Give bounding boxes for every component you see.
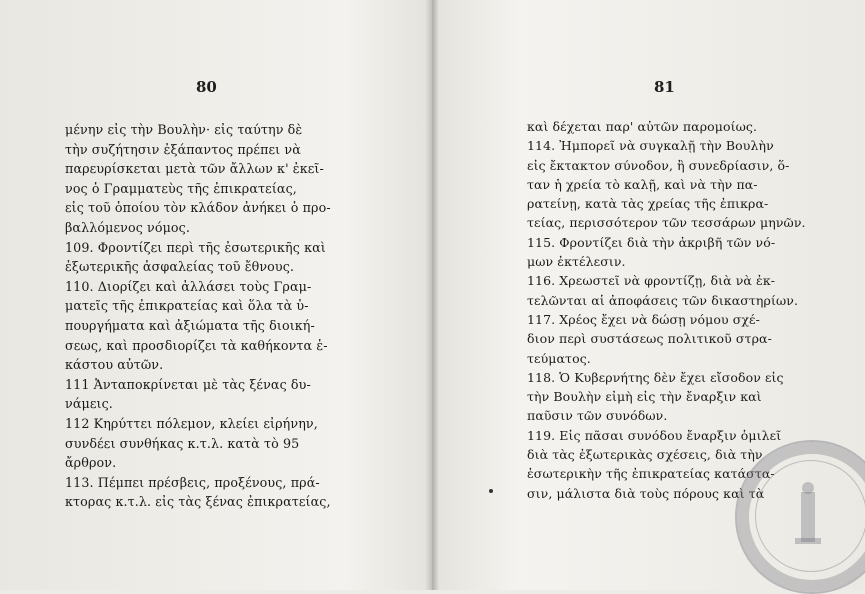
text-line: διον περὶ συστάσεως πολιτικοῦ στρα- [527, 331, 772, 347]
right-page-number: 81 [654, 78, 675, 96]
text-line: πουργήματα καὶ ἀξιώματα τῆς διοική- [65, 317, 315, 333]
text-line: τεύματος. [527, 350, 591, 366]
text-line: μων ἐκτέλεσιν. [527, 254, 626, 270]
text-line: μένην εἰς τὴν Βουλὴν· εἰς ταύτην δὲ [65, 122, 303, 137]
text-line: τὴν συζήτησιν ἐξάπαντος πρέπει νὰ [65, 141, 301, 157]
text-line: 118. Ὁ Κυβερνήτης δὲν ἔχει εἴσοδον εἰς [527, 369, 784, 385]
text-line: κτορας κ.τ.λ. εἰς τὰς ξένας ἐπικρατείας, [65, 494, 331, 510]
stamp-emblem-icon [767, 472, 855, 560]
text-line: συνδέει συνθήκας κ.τ.λ. κατὰ τὸ 95 [65, 435, 300, 451]
text-line: 113. Πέμπει πρέσβεις, προξένους, πρά- [65, 474, 320, 490]
text-line: 115. Φροντίζει διὰ τὴν ἀκριβῆ τῶν νό- [527, 234, 776, 250]
text-line: 110. Διορίζει καὶ ἀλλάσει τοὺς Γραμ- [65, 278, 312, 294]
text-line: 109. Φροντίζει περὶ τῆς ἐσωτερικῆς καὶ [65, 239, 326, 255]
text-line: νος ὁ Γραμματεὺς τῆς ἐπικρατείας, [65, 180, 297, 196]
text-line: παῦσιν τῶν συνόδων. [527, 408, 668, 424]
text-line: ματεῖς τῆς ἐπικρατείας καὶ ὅλα τὰ ὑ- [65, 298, 309, 314]
text-line: παρευρίσκεται μετὰ τῶν ἄλλων κ' ἐκεῖ- [65, 161, 324, 177]
text-line: βαλλόμενος νόμος. [65, 219, 191, 235]
text-line: τὴν Βουλὴν εἰμὴ εἰς τὴν ἔναρξιν καὶ [527, 389, 762, 405]
text-line: 117. Χρέος ἔχει νὰ δώσῃ νόμου σχέ- [527, 311, 760, 327]
text-line: καὶ δέχεται παρ' αὐτῶν παρομοίως. [527, 119, 758, 134]
text-line: κάστου αὐτῶν. [65, 357, 164, 373]
text-line: 114. Ἠμπορεῖ νὰ συγκαλῇ τὴν Βουλὴν [527, 138, 774, 154]
text-line: ἐσωτερικὴν τῆς ἐπικρατείας κατάστα- [527, 466, 775, 482]
text-line: σεως, καὶ προσδιορίζει τὰ καθήκοντα ἑ- [65, 337, 328, 353]
text-line: 111 Ἀνταποκρίνεται μὲ τὰς ξένας δυ- [65, 376, 311, 392]
text-line: ἄρθρον. [65, 455, 117, 471]
book-gutter [425, 0, 439, 590]
text-line: εἰς τοῦ ὁποίου τὸν κλάδον ἀνήκει ὁ προ- [65, 200, 331, 216]
text-line: ἐξωτερικῆς ἀσφαλείας τοῦ ἔθνους. [65, 259, 295, 275]
text-line: 119. Εἰς πᾶσαι συνόδου ἔναρξιν ὁμιλεῖ [527, 427, 782, 443]
text-line: εἰς ἔκτακτον σύνοδον, ἢ συνεδρίασιν, ὅ- [527, 157, 790, 173]
text-line: τείας, περισσότερον τῶν τεσσάρων μηνῶν. [527, 215, 806, 231]
left-page-number: 80 [196, 78, 217, 96]
left-page [0, 0, 425, 590]
text-line: τελῶνται αἱ ἀποφάσεις τῶν δικαστηρίων. [527, 292, 799, 308]
text-line: νάμεις. [65, 396, 113, 412]
text-line: ρατείνῃ, κατὰ τὰς χρείας τῆς ἐπικρα- [527, 196, 769, 212]
text-line: 112 Κηρύττει πόλεμον, κλείει εἰρήνην, [65, 415, 318, 431]
left-page-text [65, 120, 375, 512]
text-line: 116. Χρεωστεῖ νὰ φροντίζῃ, διὰ νὰ ἐκ- [527, 273, 776, 289]
text-line: διὰ τὰς ἐξωτερικὰς σχέσεις, διὰ τὴν [527, 447, 763, 463]
print-speck [489, 489, 493, 493]
text-line: ταν ἡ χρεία τὸ καλῇ, καὶ νὰ τὴν πα- [527, 176, 758, 192]
text-line: σιν, μάλιστα διὰ τοὺς πόρους καὶ τὰ [527, 485, 765, 501]
